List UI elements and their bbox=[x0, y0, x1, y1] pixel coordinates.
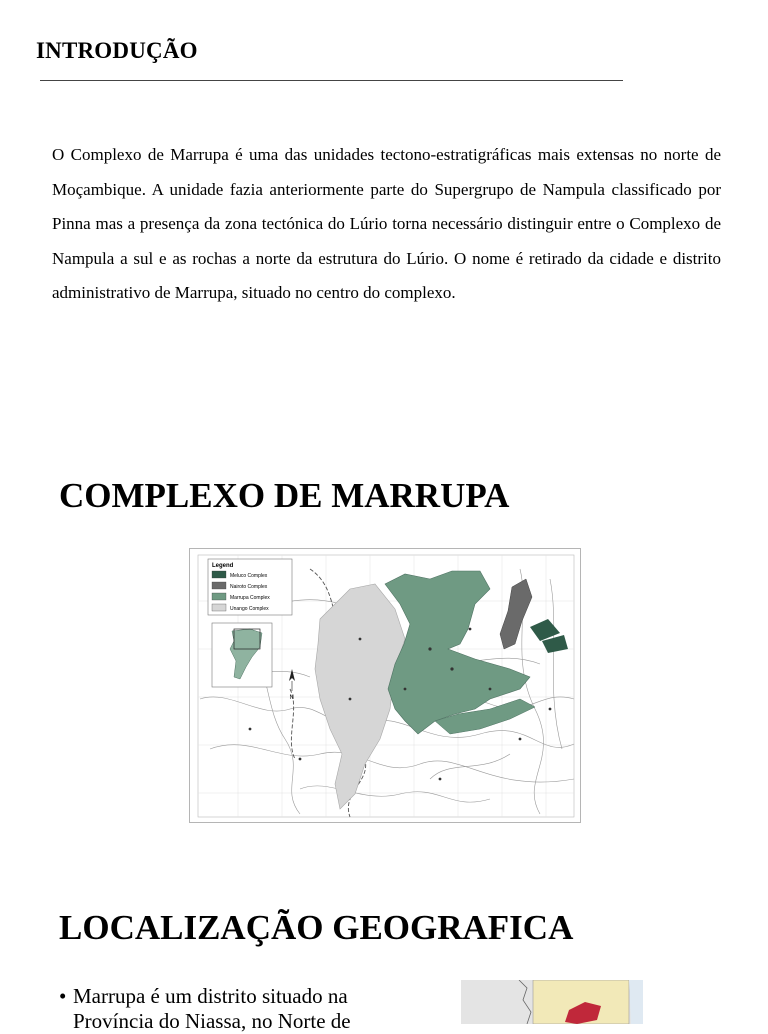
legend-swatch-nairoto bbox=[212, 582, 226, 589]
intro-paragraph: O Complexo de Marrupa é uma das unidades tectono-estratigráficas mais extensas no norte de Moçambique. A unidade fazia anteriormente parte do Supergrupo de Nampula classificado por Pinna mas a presença da zona tectónica do Lúrio torna necessário distinguir entre o Complexo de Nampula a sul e as rochas a norte da estrutura do Lúrio. O nome é retirado da cidade e distrito administrativo de Marrupa, situado no centro do complexo. bbox=[52, 145, 721, 302]
north-arrow-icon bbox=[289, 669, 295, 701]
legend-swatch-unango bbox=[212, 604, 226, 611]
legend-swatch-marrupa bbox=[212, 593, 226, 600]
intro-heading: INTRODUÇÃO bbox=[36, 38, 198, 63]
section-title-complexo: COMPLEXO DE MARRUPA bbox=[59, 476, 510, 515]
section-title-localizacao: LOCALIZAÇÃO GEOGRAFICA bbox=[59, 908, 574, 947]
legend-label-unango: Unango Complex bbox=[230, 606, 269, 612]
geological-map-figure bbox=[189, 548, 581, 823]
legend-label-nairoto: Nairoto Complex bbox=[230, 584, 268, 590]
heading-divider bbox=[40, 80, 623, 81]
legend-swatch-meluco bbox=[212, 571, 226, 578]
inset-locator-map bbox=[212, 623, 272, 687]
bullet-item bbox=[59, 984, 379, 1034]
legend-title: Legend bbox=[212, 563, 234, 569]
legend-label-marrupa: Marrupa Complex bbox=[230, 595, 270, 601]
bullet-marker: • bbox=[59, 984, 67, 1008]
nairoto-complex-area bbox=[500, 579, 532, 649]
legend-label-meluco: Meluco Complex bbox=[230, 573, 268, 579]
north-label: N bbox=[289, 695, 294, 701]
map-legend bbox=[208, 559, 292, 615]
location-map-thumbnail bbox=[461, 980, 643, 1024]
bullet-text: Marrupa é um distrito situado na Província do Niassa, no Norte de bbox=[73, 984, 351, 1033]
